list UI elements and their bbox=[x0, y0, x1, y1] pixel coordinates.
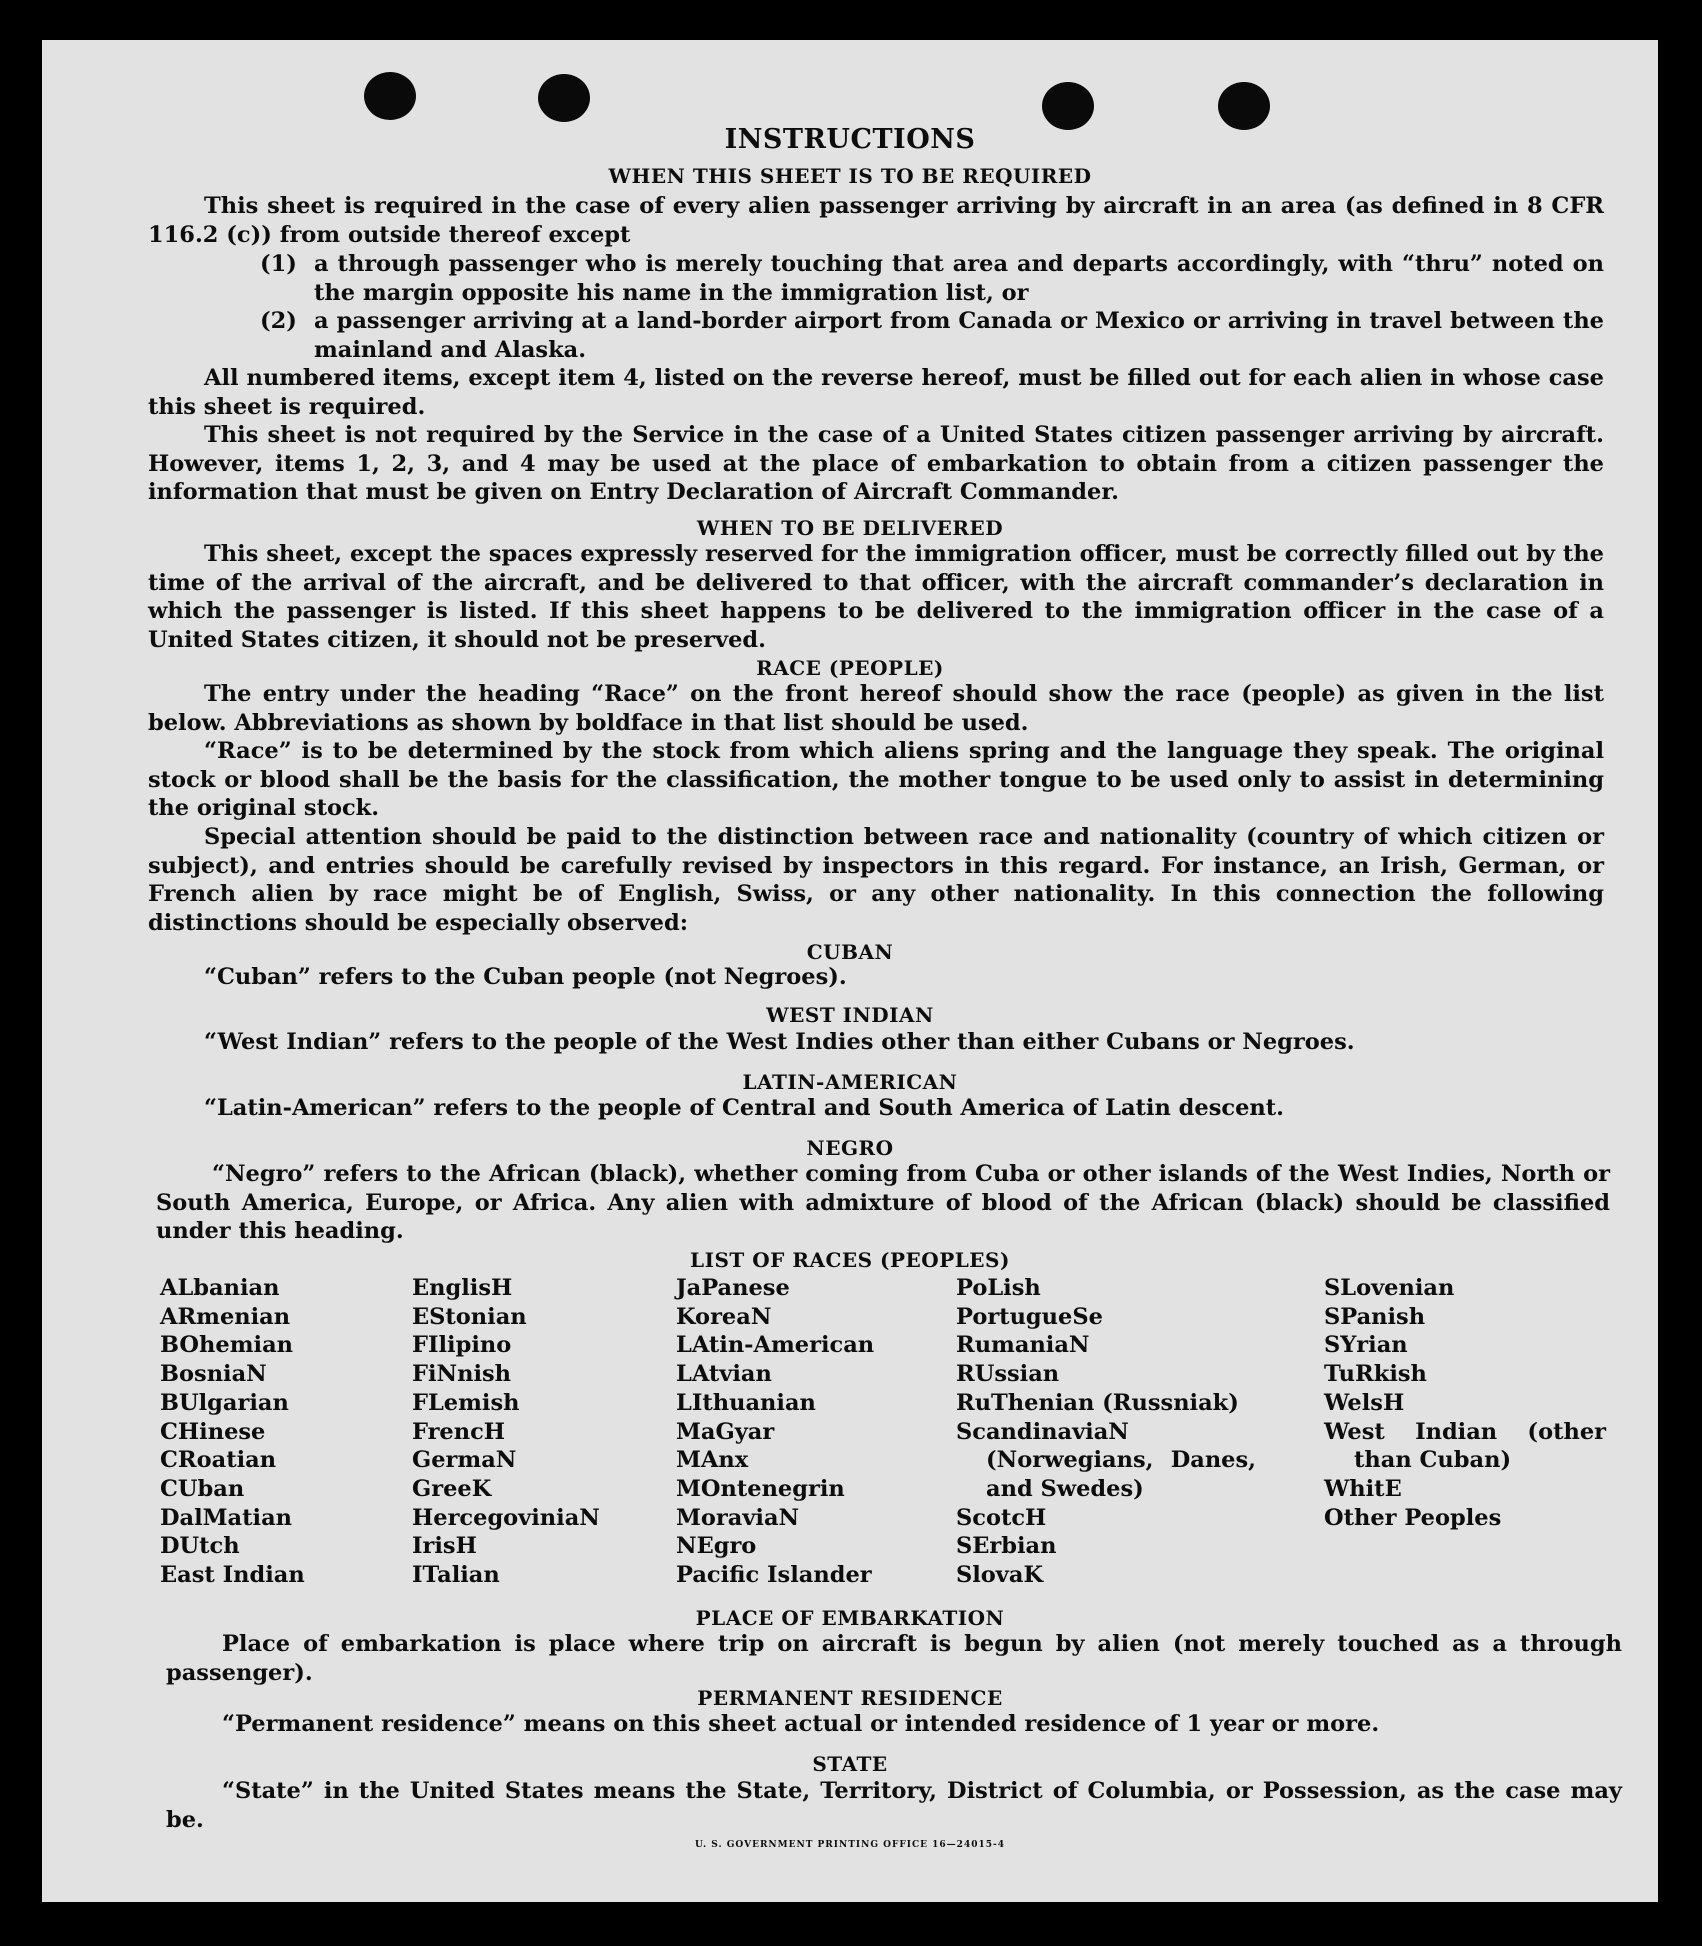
race-entry: GreeK bbox=[412, 1475, 492, 1502]
race-entry: IrisH bbox=[412, 1533, 477, 1560]
heading-state: STATE bbox=[812, 1752, 888, 1776]
race-entry: ScotcH bbox=[956, 1504, 1047, 1531]
heading-negro: NEGRO bbox=[806, 1136, 894, 1160]
embarkation-paragraph: Place of embarkation is place where trip on aircraft is begun by alien (not merely touched as a through passenger). bbox=[166, 1631, 1622, 1686]
item-number: (1) bbox=[260, 251, 297, 277]
race-entry: MOntenegrin bbox=[676, 1475, 845, 1502]
race-entry: ARmenian bbox=[160, 1303, 291, 1330]
intro-paragraph: This sheet is required in the case of every alien passenger arriving by aircraft in an area (as defined in 8 CFR 116.2 (c)) from outside thereof except bbox=[148, 193, 1604, 248]
delivered-paragraph: This sheet, except the spaces expressly reserved for the immigration officer, must be correctly filled out by the time of the arrival of the aircraft, and be delivered to that officer, with the aircraft commander’s declaration in which the passenger is listed. If this sheet happens to be delivered to the immigration officer in the case of a United States citizen, it should not be preserved. bbox=[148, 541, 1604, 653]
race-entry: ScandinaviaN (Norwegians, Danes, and Swedes) bbox=[956, 1418, 1256, 1502]
race-entry: CUban bbox=[160, 1475, 245, 1502]
race-entry: SLovenian bbox=[1324, 1275, 1455, 1301]
race-entry: JaPanese bbox=[676, 1275, 790, 1301]
heading-place-of-embarkation: PLACE OF EMBARKATION bbox=[695, 1606, 1005, 1630]
race-entry: FLemish bbox=[412, 1389, 520, 1416]
race-entry: MAnx bbox=[676, 1447, 749, 1474]
races-column-1 bbox=[160, 1274, 305, 1590]
race-entry: KoreaN bbox=[676, 1303, 772, 1330]
race-entry: TuRkish bbox=[1324, 1361, 1427, 1388]
race-entry: RUssian bbox=[956, 1361, 1060, 1388]
citizen-paragraph: This sheet is not required by the Service in the case of a United States citizen passenger arriving by aircraft. However, items 1, 2, 3, and 4 may be used at the place of embarkation to obtain from a citizen passenger the information that must be given on Entry Declaration of Aircraft Commander. bbox=[148, 422, 1604, 505]
race-entry: DalMatian bbox=[160, 1504, 293, 1531]
heading-west-indian: WEST INDIAN bbox=[766, 1003, 934, 1027]
race-entry: FIlipino bbox=[412, 1332, 512, 1359]
race-entry: EnglisH bbox=[412, 1275, 513, 1301]
race-entry: ITalian bbox=[412, 1562, 500, 1589]
race-entry: FrencH bbox=[412, 1418, 506, 1445]
race-entry: LAtvian bbox=[676, 1361, 772, 1388]
item-text: a through passenger who is merely touching that area and departs accordingly, with “thru” noted on the margin opposite his name in the immigration list, or bbox=[314, 251, 1604, 306]
race-entry: SYrian bbox=[1324, 1332, 1408, 1359]
races-column-3 bbox=[676, 1274, 874, 1590]
race-entry: NEgro bbox=[676, 1533, 757, 1560]
heading-latin-american: LATIN-AMERICAN bbox=[742, 1070, 958, 1094]
races-column-5 bbox=[1324, 1274, 1606, 1532]
race-entry: WelsH bbox=[1324, 1389, 1405, 1416]
race-entry: BUlgarian bbox=[160, 1389, 289, 1416]
race-paragraph-1: The entry under the heading “Race” on the front hereof should show the race (people) as given in the list below. Abbreviations as shown by boldface in that list should be used. bbox=[148, 681, 1604, 736]
race-entry: West Indian (other than Cuban) bbox=[1324, 1418, 1606, 1474]
race-entry: East Indian bbox=[160, 1562, 305, 1589]
heading-when-required: WHEN THIS SHEET IS TO BE REQUIRED bbox=[608, 164, 1092, 188]
race-entry: PoLish bbox=[956, 1275, 1041, 1301]
heading-cuban: CUBAN bbox=[806, 940, 894, 964]
race-paragraph-3: Special attention should be paid to the distinction between race and nationality (country of which citizen or subject), and entries should be carefully revised by inspectors in this regard. For instance, an Irish, German, or French alien by race might be of English, Swiss, or any other nationality. In this connection the following distinctions should be especially observed: bbox=[148, 824, 1604, 936]
races-column-4 bbox=[956, 1274, 1256, 1590]
race-entry: ALbanian bbox=[160, 1275, 280, 1301]
race-entry: EStonian bbox=[412, 1303, 527, 1330]
numbered-items-paragraph: All numbered items, except item 4, listed on the reverse hereof, must be filled out for each alien in whose case this sheet is required. bbox=[148, 365, 1604, 420]
race-entry: SErbian bbox=[956, 1533, 1057, 1560]
race-entry: WhitE bbox=[1324, 1475, 1402, 1502]
race-entry: HercegoviniaN bbox=[412, 1504, 600, 1531]
state-paragraph: “State” in the United States means the State, Territory, District of Columbia, or Possession, as the case may be. bbox=[166, 1778, 1622, 1833]
punch-hole bbox=[538, 74, 590, 122]
exception-item-2 bbox=[260, 307, 1604, 364]
race-paragraph-2: “Race” is to be determined by the stock from which aliens spring and the language they speak. The original stock or blood shall be the basis for the classification, the mother tongue to be used only to assist in determining the original stock. bbox=[148, 738, 1604, 821]
race-entry: BOhemian bbox=[160, 1332, 294, 1359]
punch-hole bbox=[1218, 82, 1270, 130]
race-entry: SlovaK bbox=[956, 1562, 1044, 1589]
race-entry: DUtch bbox=[160, 1533, 240, 1560]
item-text: a passenger arriving at a land-border airport from Canada or Mexico or arriving in travel between the mainland and Alaska. bbox=[314, 308, 1604, 363]
residence-paragraph: “Permanent residence” means on this sheet actual or intended residence of 1 year or more. bbox=[222, 1711, 1380, 1737]
race-entry: CRoatian bbox=[160, 1447, 277, 1474]
west-indian-paragraph: “West Indian” refers to the people of the West Indies other than either Cubans or Negroes. bbox=[204, 1029, 1355, 1055]
race-entry: LIthuanian bbox=[676, 1389, 816, 1416]
race-entry: MaGyar bbox=[676, 1418, 775, 1445]
race-entry: FiNnish bbox=[412, 1361, 512, 1388]
document-sheet bbox=[42, 40, 1658, 1902]
heading-permanent-residence: PERMANENT RESIDENCE bbox=[697, 1686, 1003, 1710]
printer-imprint: U. S. GOVERNMENT PRINTING OFFICE 16—24015-4 bbox=[695, 1840, 1005, 1850]
document-title: INSTRUCTIONS bbox=[724, 124, 976, 155]
punch-hole bbox=[364, 72, 416, 120]
cuban-paragraph: “Cuban” refers to the Cuban people (not Negroes). bbox=[204, 964, 847, 990]
race-entry: GermaN bbox=[412, 1447, 517, 1474]
race-entry: MoraviaN bbox=[676, 1504, 800, 1531]
race-entry: Other Peoples bbox=[1324, 1504, 1502, 1531]
punch-hole bbox=[1042, 82, 1094, 130]
heading-race: RACE (PEOPLE) bbox=[756, 656, 944, 680]
latin-american-paragraph: “Latin-American” refers to the people of Central and South America of Latin descent. bbox=[204, 1095, 1284, 1121]
exception-item-1 bbox=[260, 250, 1604, 307]
heading-when-delivered: WHEN TO BE DELIVERED bbox=[696, 516, 1004, 540]
item-number: (2) bbox=[260, 308, 297, 334]
race-entry: SPanish bbox=[1324, 1303, 1426, 1330]
race-entry: CHinese bbox=[160, 1418, 266, 1445]
race-entry: RumaniaN bbox=[956, 1332, 1090, 1359]
race-entry: BosniaN bbox=[160, 1361, 267, 1388]
race-entry: RuThenian (Russniak) bbox=[956, 1389, 1239, 1416]
race-entry: Pacific Islander bbox=[676, 1562, 872, 1589]
races-column-2 bbox=[412, 1274, 600, 1590]
negro-paragraph: “Negro” refers to the African (black), whether coming from Cuba or other islands of the West Indies, North or South America, Europe, or Africa. Any alien with admixture of blood of the African (black) should be classified under this heading. bbox=[156, 1161, 1610, 1244]
race-entry: PortugueSe bbox=[956, 1303, 1103, 1330]
heading-list-of-races: LIST OF RACES (PEOPLES) bbox=[690, 1248, 1010, 1272]
race-entry: LAtin-American bbox=[676, 1332, 875, 1359]
